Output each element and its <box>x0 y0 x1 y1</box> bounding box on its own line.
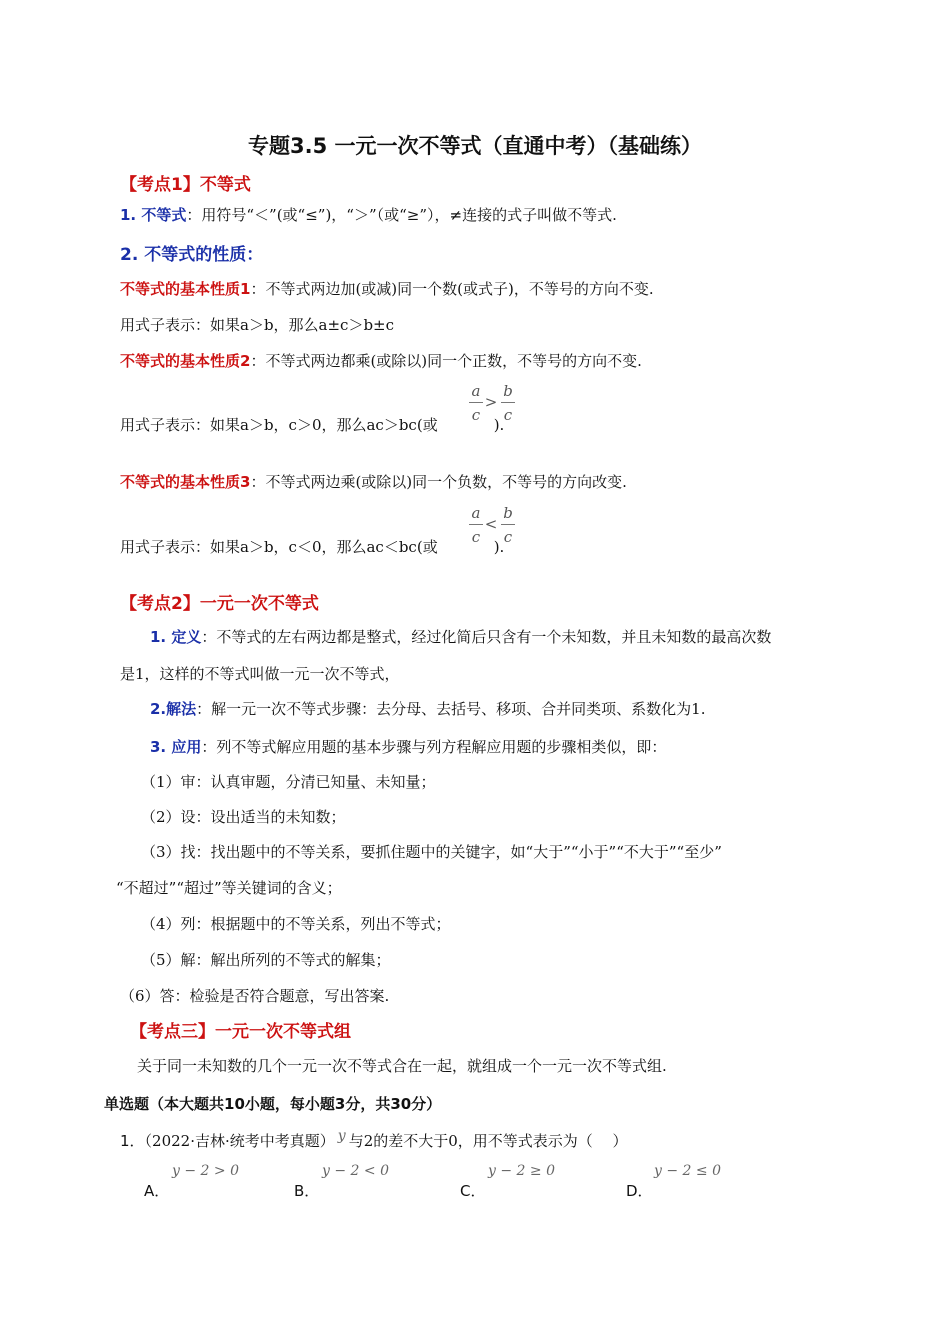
option-a-expr: y − 2 > 0 <box>172 1163 239 1179</box>
p3-expression: 用式子表示：如果a＞b，c＜0，那么ac＜bc(或 ). <box>120 538 505 556</box>
step-3-cont: “不超过”“超过”等关键词的含义； <box>116 879 342 897</box>
option-b-label: B． <box>294 1182 320 1200</box>
k1-def-text: ：用符号“＜”(或“≤”)，“＞”（或“≥”），≠连接的式子叫做不等式. <box>186 206 617 224</box>
k1-def-label: 1. 不等式 <box>120 206 187 224</box>
option-c-label: C． <box>460 1182 486 1200</box>
k1-property-2 <box>120 350 642 371</box>
option-d[interactable] <box>626 1180 653 1201</box>
k2-solution <box>150 698 705 719</box>
section-heading-k3: 【考点三】一元一次不等式组 <box>130 1022 351 1042</box>
option-c[interactable] <box>460 1180 485 1201</box>
page-title: 专题3.5 一元一次不等式（直通中考）（基础练） <box>247 134 702 158</box>
p3-frac-bar-1 <box>469 524 483 525</box>
p3-frac-bar-2 <box>501 524 515 525</box>
q1-source: （2022·吉林·统考中考真题） <box>144 1132 335 1150</box>
k1-property-3 <box>120 471 627 492</box>
k1-definition <box>120 204 617 225</box>
k2-def-label: 1. 定义 <box>150 628 202 646</box>
step-3: （3）找：找出题中的不等关系，要抓住题中的关键字，如“大于”“小于”“不大于”“至少” <box>141 843 722 861</box>
step-4: （4）列：根据题中的不等关系，列出不等式； <box>141 915 451 933</box>
option-d-label: D． <box>626 1182 653 1200</box>
p2-frac-den-c2: c <box>503 406 513 424</box>
section-heading-k1: 【考点1】不等式 <box>120 175 251 195</box>
option-a-label: A． <box>144 1182 170 1200</box>
k2-application <box>150 736 666 757</box>
p3-frac-den-c2: c <box>503 528 513 546</box>
p2-frac-bar-1 <box>469 402 483 403</box>
p3-frac-operator: < <box>484 515 498 533</box>
option-a[interactable] <box>144 1180 169 1201</box>
section-heading-k2: 【考点2】一元一次不等式 <box>120 594 319 614</box>
q1-variable: y <box>337 1128 346 1144</box>
p2-frac-den-c1: c <box>471 406 481 424</box>
option-c-expr: y − 2 ≥ 0 <box>488 1163 555 1179</box>
step-6: （6）答：检验是否符合题意，写出答案. <box>120 987 390 1005</box>
q1-number: 1． <box>120 1132 145 1150</box>
step-1: （1）审：认真审题，分清已知量、未知量； <box>141 773 436 791</box>
p3-frac-den-c1: c <box>471 528 481 546</box>
p1-expression: 用式子表示：如果a＞b，那么a±c＞b±c <box>120 316 395 334</box>
step-5: （5）解：解出所列的不等式的解集； <box>141 951 391 969</box>
step-2: （2）设：设出适当的未知数； <box>141 808 346 826</box>
section-title-single-choice: 单选题（本大题共10小题，每小题3分，共30分） <box>104 1095 442 1113</box>
k2-definition <box>150 626 771 647</box>
p2-frac-num-a: a <box>471 382 481 400</box>
p1-text: ：不等式两边加(或减)同一个数(或式子)，不等号的方向不变. <box>250 280 654 298</box>
k2-sol-text: ：解一元一次不等式步骤：去分母、去括号、移项、合并同类项、系数化为1. <box>196 700 706 718</box>
k2-sol-label: 2.解法 <box>150 700 197 718</box>
p2-text: ：不等式两边都乘(或除以)同一个正数，不等号的方向不变. <box>250 352 642 370</box>
p1-label: 不等式的基本性质1 <box>120 280 251 298</box>
k2-app-label: 3. 应用 <box>150 738 202 756</box>
k1-properties-heading: 2. 不等式的性质： <box>120 245 264 265</box>
p2-expression: 用式子表示：如果a＞b，c＞0，那么ac＞bc(或 ). <box>120 416 505 434</box>
k1-property-1 <box>120 278 654 299</box>
p3-text: ：不等式两边乘(或除以)同一个负数，不等号的方向改变. <box>250 473 627 491</box>
k2-def-text: ：不等式的左右两边都是整式，经过化简后只含有一个未知数，并且未知数的最高次数 <box>201 628 772 646</box>
p2-frac-operator: > <box>484 393 498 411</box>
p2-frac-bar-2 <box>501 402 515 403</box>
option-b-expr: y − 2 < 0 <box>322 1163 389 1179</box>
question-1 <box>120 1130 628 1151</box>
q1-text: 与2的差不大于0，用不等式表示为（ ） <box>348 1132 628 1150</box>
k2-app-text: ：列不等式解应用题的基本步骤与列方程解应用题的步骤相类似，即： <box>201 738 667 756</box>
k3-text: 关于同一未知数的几个一元一次不等式合在一起，就组成一个一元一次不等式组. <box>137 1057 667 1075</box>
p3-label: 不等式的基本性质3 <box>120 473 251 491</box>
option-d-expr: y − 2 ≤ 0 <box>654 1163 721 1179</box>
p2-frac-num-b: b <box>503 382 513 400</box>
k2-definition-cont: 是1，这样的不等式叫做一元一次不等式， <box>120 665 400 683</box>
p3-frac-num-b: b <box>503 504 513 522</box>
p2-label: 不等式的基本性质2 <box>120 352 251 370</box>
p3-frac-num-a: a <box>471 504 481 522</box>
option-b[interactable] <box>294 1180 319 1201</box>
